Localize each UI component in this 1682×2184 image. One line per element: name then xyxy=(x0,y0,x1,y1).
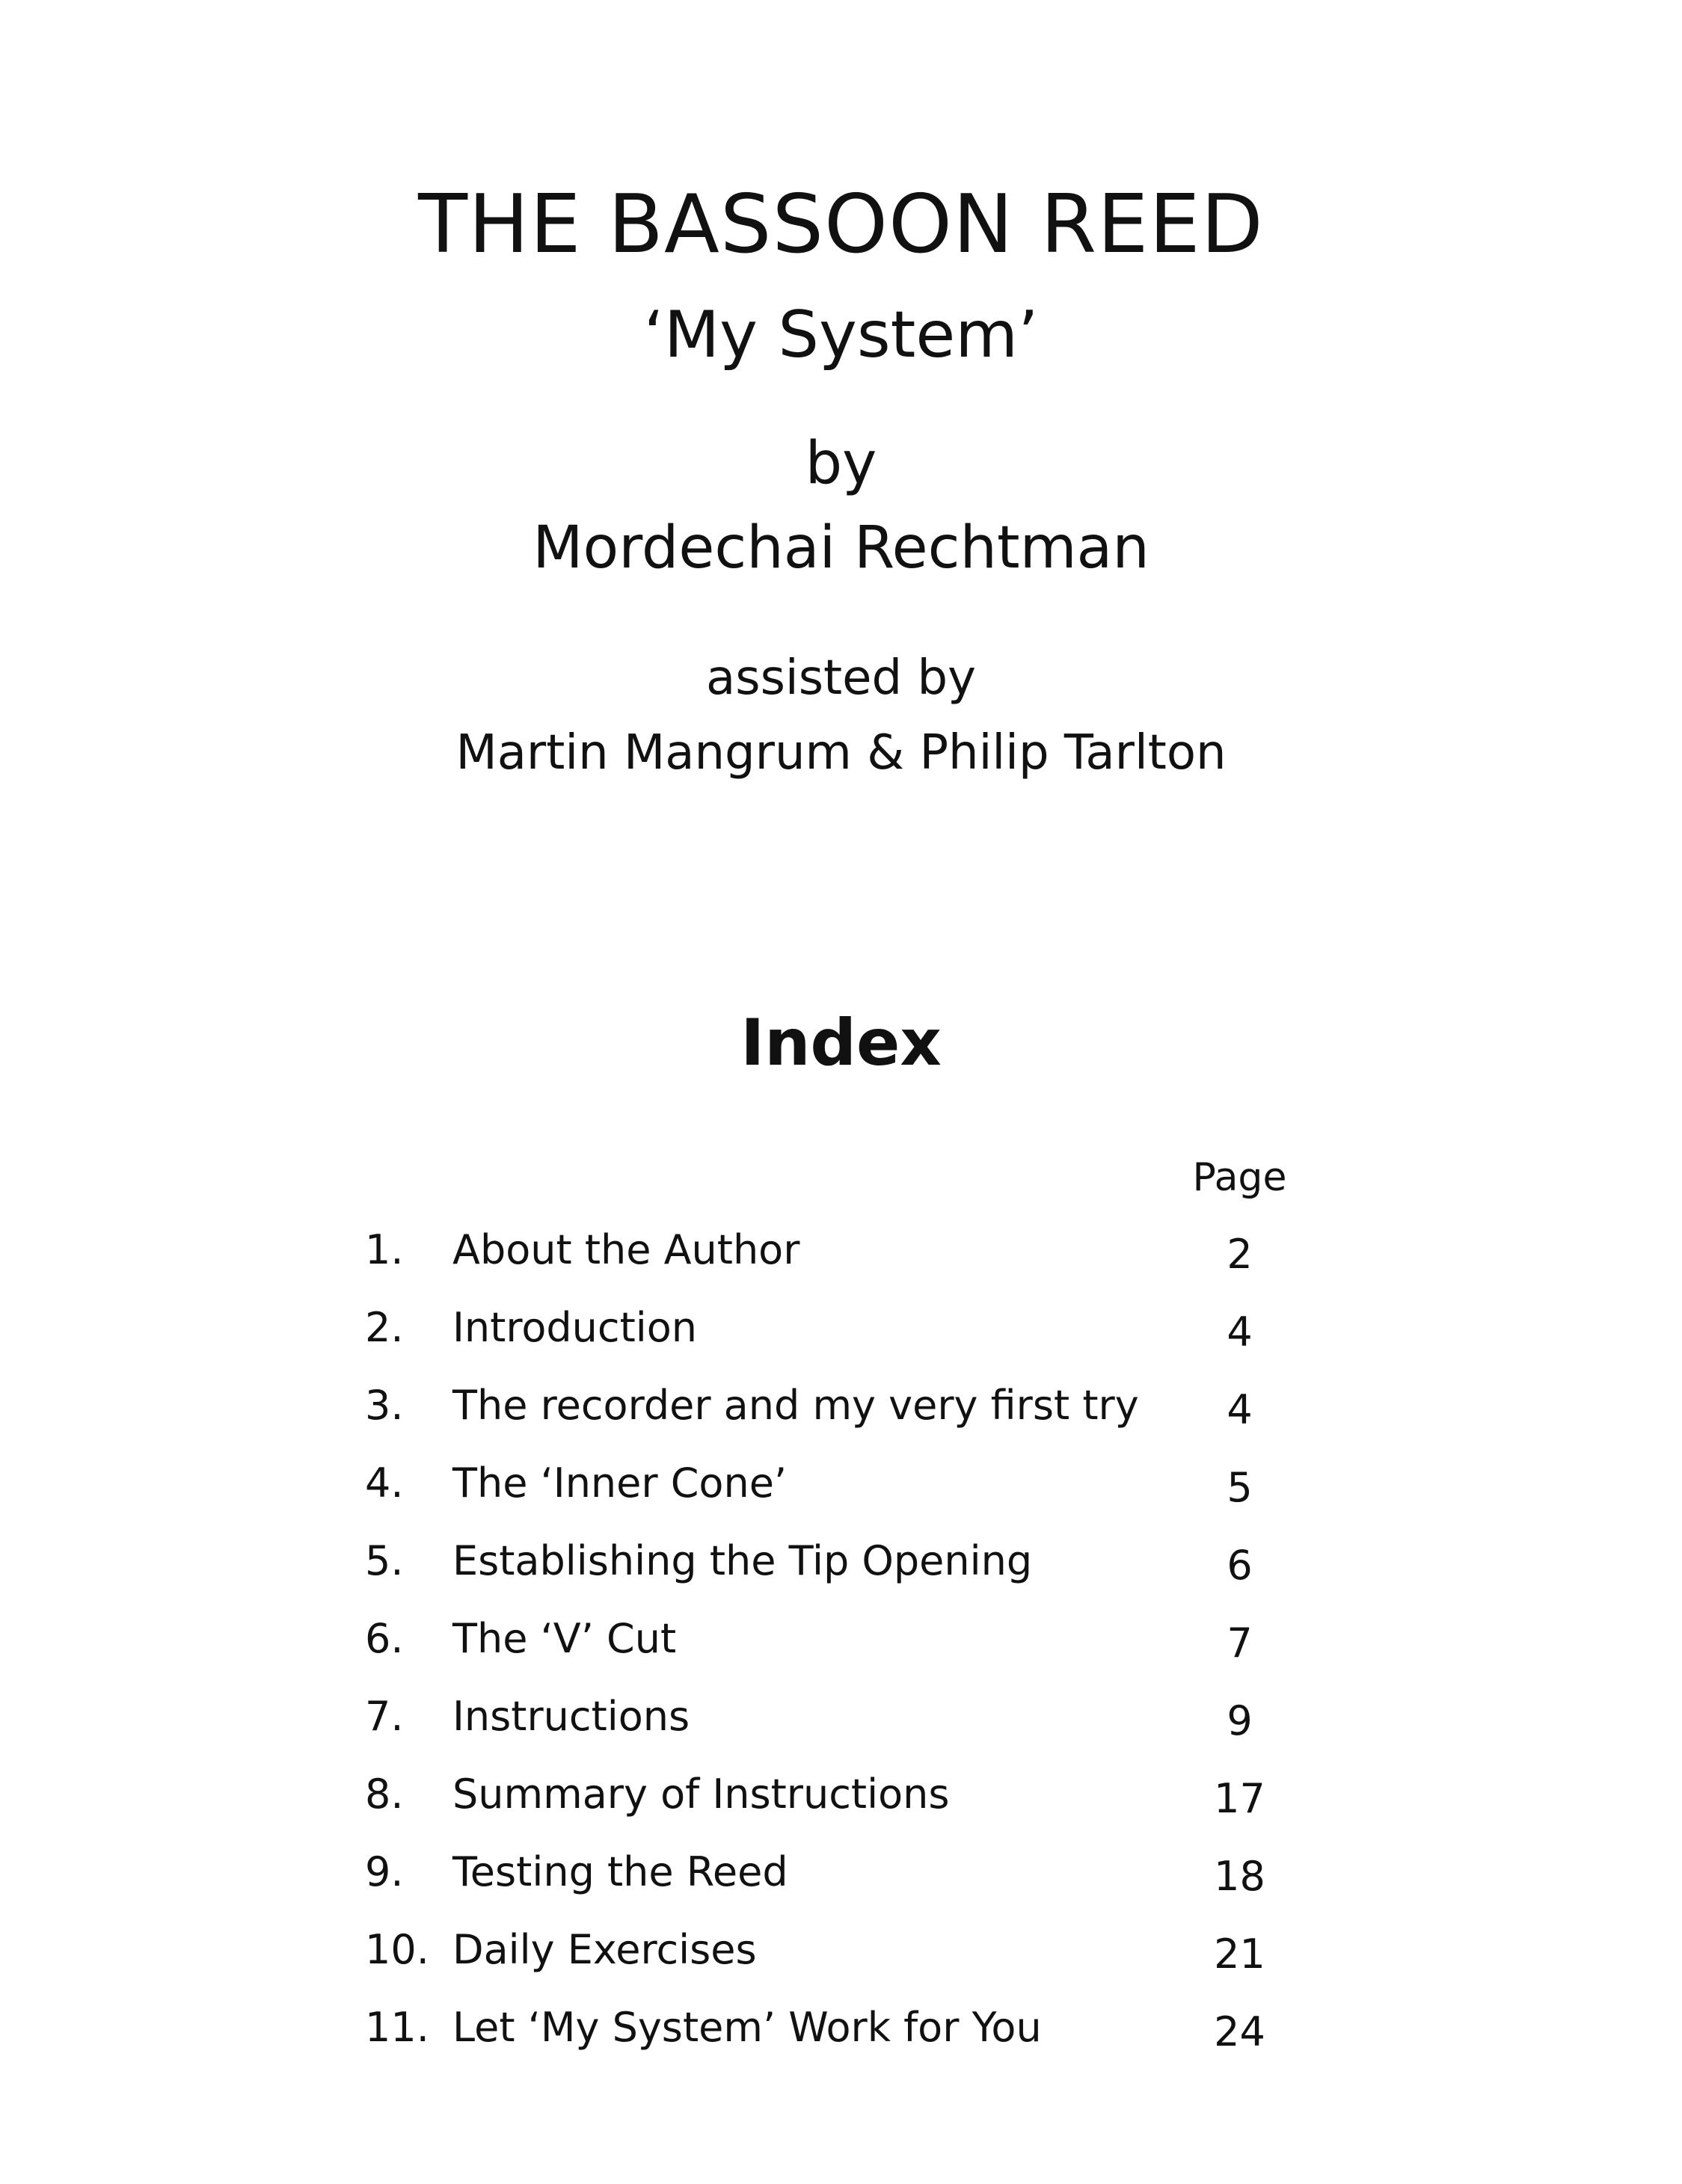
assistant-names: Martin Mangrum & Philip Tarlton xyxy=(455,725,1227,781)
index-entry xyxy=(0,1693,1682,1771)
entry-number: 11. xyxy=(365,2004,429,2051)
entry-page: 17 xyxy=(1214,1775,1265,1822)
entry-page: 5 xyxy=(1227,1464,1253,1511)
entry-title: Summary of Instructions xyxy=(452,1771,950,1818)
entry-number: 4. xyxy=(365,1459,404,1507)
entry-title: Establishing the Tip Opening xyxy=(452,1537,1033,1584)
entry-number: 2. xyxy=(365,1304,404,1351)
entry-number: 8. xyxy=(365,1771,404,1818)
index-entry xyxy=(0,1771,1682,1848)
book-title: THE BASSOON REED xyxy=(418,178,1264,271)
entry-title: Instructions xyxy=(452,1693,690,1740)
entry-number: 1. xyxy=(365,1226,404,1273)
index-entry xyxy=(0,1926,1682,2004)
entry-number: 3. xyxy=(365,1382,404,1429)
entry-title: The ‘Inner Cone’ xyxy=(452,1459,788,1507)
entry-number: 7. xyxy=(365,1693,404,1740)
entry-title: The ‘V’ Cut xyxy=(452,1615,677,1662)
index-entry xyxy=(0,1459,1682,1537)
index-entry xyxy=(0,1848,1682,1926)
book-subtitle: ‘My System’ xyxy=(643,298,1039,372)
entry-page: 4 xyxy=(1227,1386,1253,1433)
entry-number: 9. xyxy=(365,1848,404,1895)
entry-title: About the Author xyxy=(452,1226,800,1273)
index-heading: Index xyxy=(740,1006,942,1080)
index-entry xyxy=(0,1382,1682,1459)
index-entry xyxy=(0,2004,1682,2082)
entry-page: 2 xyxy=(1227,1231,1253,1278)
entry-page: 4 xyxy=(1227,1308,1253,1356)
entry-title: Daily Exercises xyxy=(452,1926,757,1973)
page-column-header: Page xyxy=(1192,1155,1287,1200)
index-entry xyxy=(0,1226,1682,1304)
entry-page: 24 xyxy=(1214,2008,1265,2055)
entry-page: 7 xyxy=(1227,1619,1253,1667)
entry-title: Testing the Reed xyxy=(452,1848,788,1895)
entry-number: 6. xyxy=(365,1615,404,1662)
entry-title: The recorder and my very first try xyxy=(452,1382,1139,1429)
entry-page: 21 xyxy=(1214,1931,1265,1978)
index-entry xyxy=(0,1615,1682,1693)
entry-number: 5. xyxy=(365,1537,404,1584)
entry-page: 9 xyxy=(1227,1697,1253,1744)
index-entry xyxy=(0,1304,1682,1382)
by-line: by xyxy=(805,430,877,497)
entry-title: Introduction xyxy=(452,1304,698,1351)
author-name: Mordechai Rechtman xyxy=(532,514,1150,582)
entry-page: 6 xyxy=(1227,1542,1253,1589)
entry-title: Let ‘My System’ Work for You xyxy=(452,2004,1042,2051)
entry-number: 10. xyxy=(365,1926,429,1973)
entry-page: 18 xyxy=(1214,1853,1265,1900)
assisted-by-label: assisted by xyxy=(706,650,976,706)
index-entry xyxy=(0,1537,1682,1615)
